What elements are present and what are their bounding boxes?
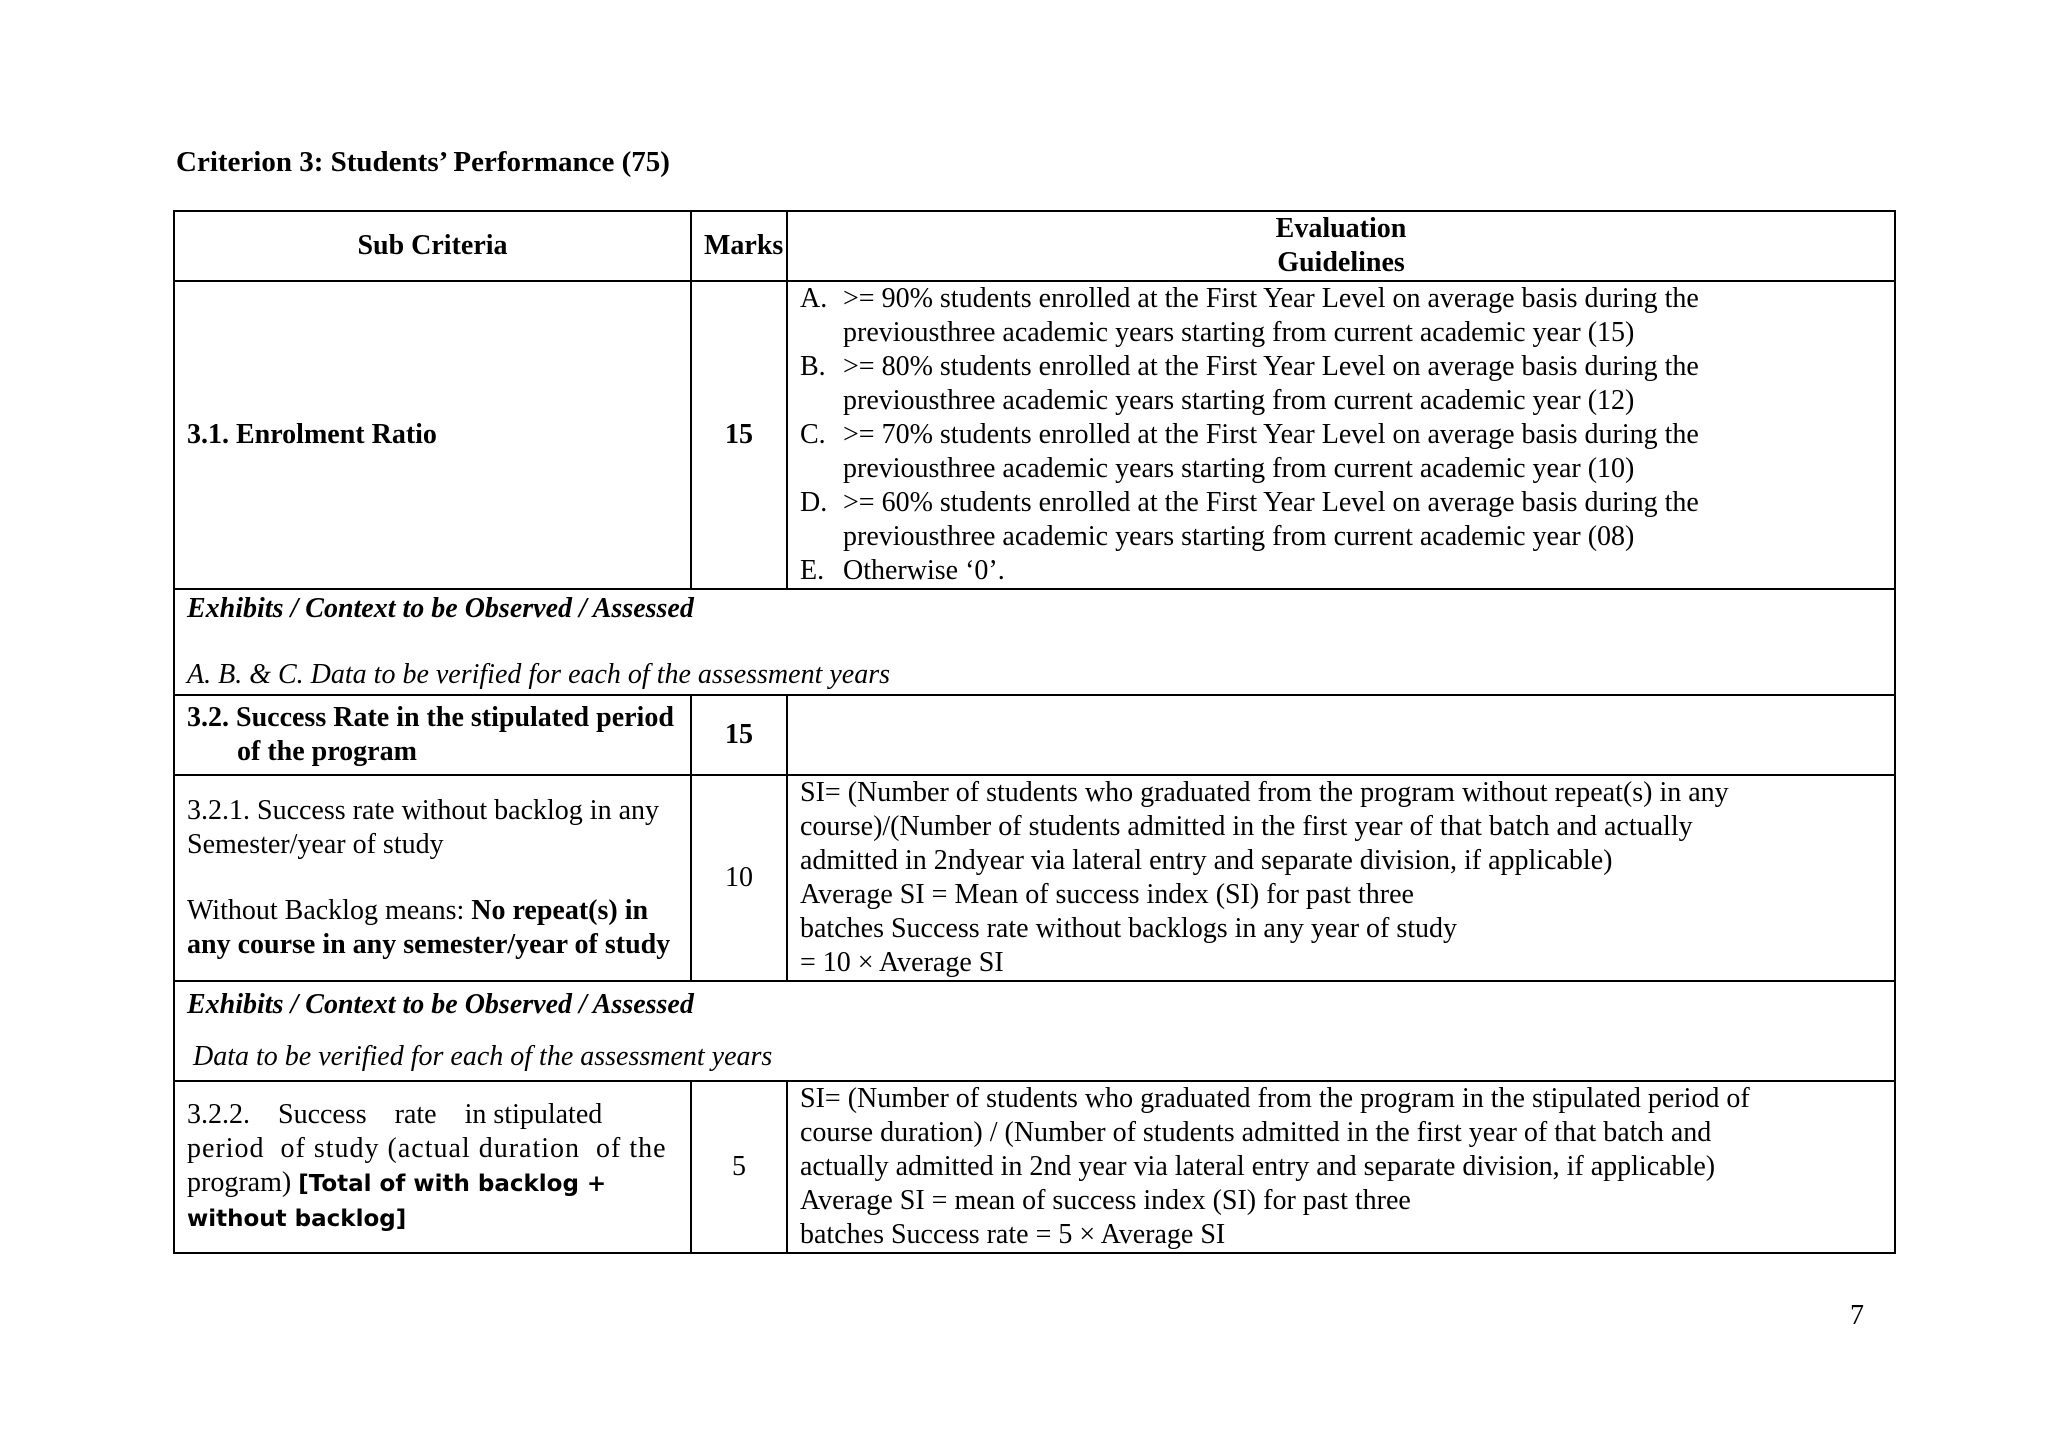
- stipulated-label-line2: period of study (actual duration of the: [187, 1133, 667, 1164]
- header-marks: Marks: [691, 211, 787, 281]
- stipulated-period-label: [174, 1081, 691, 1253]
- guideline-line: batches Success rate = 5 × Average SI: [800, 1219, 1226, 1250]
- guideline-item: [800, 282, 1882, 350]
- stipulated-label-bold: [Total of with backlog + without backlog]: [187, 1171, 607, 1232]
- criteria-table: [173, 210, 1896, 1254]
- guideline-letter: C.: [800, 419, 826, 450]
- without-backlog-marks: 10: [691, 775, 787, 981]
- stipulated-label-line3: program): [187, 1167, 299, 1198]
- without-backlog-label-line1: 3.2.1. Success rate without backlog in any: [187, 795, 660, 826]
- stipulated-period-marks: 5: [691, 1081, 787, 1253]
- guideline-text: >= 70% students enrolled at the First Year Level on average basis during the: [843, 419, 1699, 450]
- guideline-line: = 10 × Average SI: [800, 947, 1004, 978]
- guideline-line: course duration) / (Number of students admitted in the first year of that batch and: [800, 1117, 1712, 1148]
- guideline-text: Otherwise ‘0’.: [843, 555, 1005, 586]
- success-rate-label-line2: of the program: [237, 736, 417, 767]
- without-backlog-note-bold-line2: any course in any semester/year of study: [187, 929, 671, 960]
- row-success-without-backlog: [174, 775, 1895, 981]
- guideline-line: SI= (Number of students who graduated from the program without repeat(s) in any: [800, 777, 1729, 808]
- guideline-text: previousthree academic years starting from current academic year (10): [843, 453, 1635, 484]
- without-backlog-note-bold: No repeat(s) in: [471, 895, 649, 926]
- guideline-item: [800, 554, 1882, 588]
- header-evaluation-line2: Guidelines: [1277, 247, 1405, 278]
- success-rate-guidelines: [787, 695, 1895, 775]
- guideline-letter: E.: [800, 555, 825, 586]
- guideline-letter: D.: [800, 487, 828, 518]
- guideline-line: actually admitted in 2nd year via lateral entry and separate division, if applicable): [800, 1151, 1716, 1182]
- guideline-line: Average SI = Mean of success index (SI) for past three: [800, 879, 1414, 910]
- enrolment-ratio-label: 3.1. Enrolment Ratio: [174, 281, 691, 589]
- header-row: [174, 211, 1895, 281]
- guideline-list: [800, 282, 1882, 588]
- row-exhibits-2: [174, 981, 1895, 1081]
- without-backlog-label: [174, 775, 691, 981]
- guideline-text: previousthree academic years starting from current academic year (15): [843, 317, 1635, 348]
- success-rate-marks: 15: [691, 695, 787, 775]
- page-number: 7: [1850, 1300, 1864, 1331]
- guideline-line: admitted in 2ndyear via lateral entry and separate division, if applicable): [800, 845, 1613, 876]
- row-enrolment-ratio: [174, 281, 1895, 589]
- guideline-item: [800, 350, 1882, 418]
- exhibits-heading: Exhibits / Context to be Observed / Assessed: [187, 593, 694, 624]
- header-evaluation-guidelines: [787, 211, 1895, 281]
- stipulated-label-line1: 3.2.2. Success rate in stipulated: [187, 1099, 603, 1130]
- guideline-item: [800, 486, 1882, 554]
- guideline-letter: A.: [800, 283, 828, 314]
- row-success-stipulated-period: [174, 1081, 1895, 1253]
- success-rate-label: [174, 695, 691, 775]
- guideline-text: >= 80% students enrolled at the First Year Level on average basis during the: [843, 351, 1699, 382]
- exhibits-text: A. B. & C. Data to be verified for each of the assessment years: [187, 659, 890, 690]
- guideline-line: SI= (Number of students who graduated from the program in the stipulated period of: [800, 1083, 1750, 1114]
- page-title: Criterion 3: Students’ Performance (75): [176, 146, 670, 178]
- exhibits-text: Data to be verified for each of the assessment years: [193, 1041, 773, 1072]
- row-exhibits-1: [174, 589, 1895, 695]
- enrolment-ratio-guidelines: [787, 281, 1895, 589]
- header-evaluation-line1: Evaluation: [1275, 213, 1407, 244]
- header-sub-criteria: Sub Criteria: [174, 211, 691, 281]
- without-backlog-label-line2: Semester/year of study: [187, 829, 444, 860]
- guideline-line: batches Success rate without backlogs in any year of study: [800, 913, 1458, 944]
- guideline-text: >= 90% students enrolled at the First Year Level on average basis during the: [843, 283, 1699, 314]
- guideline-text: previousthree academic years starting from current academic year (08): [843, 521, 1635, 552]
- guideline-line: Average SI = mean of success index (SI) for past three: [800, 1185, 1411, 1216]
- exhibits-cell: [174, 981, 1895, 1081]
- exhibits-heading: Exhibits / Context to be Observed / Assessed: [187, 989, 694, 1020]
- guideline-letter: B.: [800, 351, 826, 382]
- stipulated-period-guidelines: [787, 1081, 1895, 1253]
- guideline-item: [800, 418, 1882, 486]
- row-success-rate: [174, 695, 1895, 775]
- success-rate-label-line1: 3.2. Success Rate in the stipulated period: [187, 702, 674, 733]
- without-backlog-note-prefix: Without Backlog means:: [187, 895, 472, 926]
- enrolment-ratio-marks: 15: [691, 281, 787, 589]
- guideline-text: previousthree academic years starting from current academic year (12): [843, 385, 1635, 416]
- guideline-text: >= 60% students enrolled at the First Year Level on average basis during the: [843, 487, 1699, 518]
- guideline-line: course)/(Number of students admitted in the first year of that batch and actually: [800, 811, 1693, 842]
- exhibits-cell: [174, 589, 1895, 695]
- without-backlog-guidelines: [787, 775, 1895, 981]
